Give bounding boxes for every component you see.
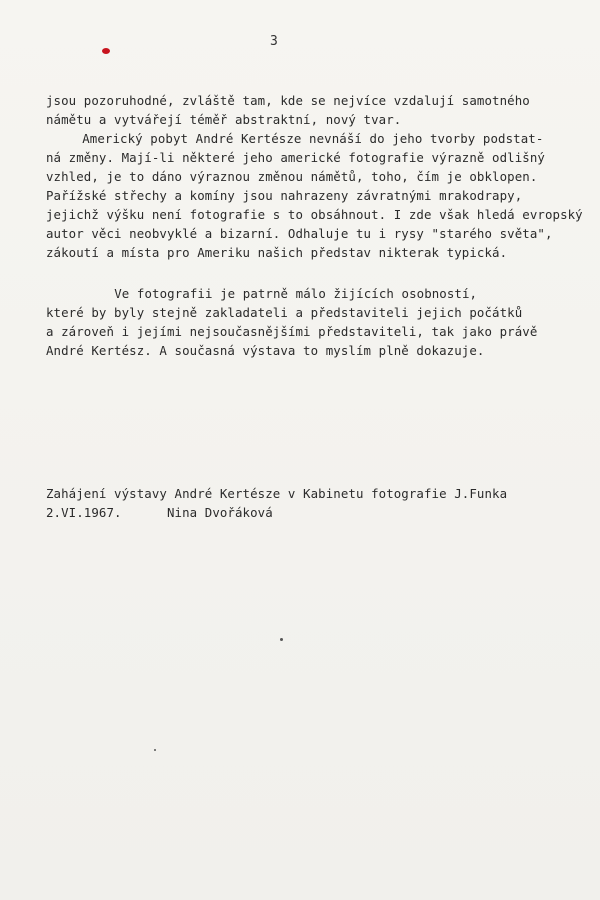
text-line: Americký pobyt André Kertésze nevnáší do jeho tvorby podstat- [52, 131, 544, 146]
text-line: autor věci neobvyklé a bizarní. Odhaluje tu i rysy "starého světa", [46, 226, 553, 241]
paper-speck [154, 749, 156, 751]
text-line: ná změny. Mají-li některé jeho americké fotografie výrazně odlišný [46, 150, 545, 165]
text-line: které by byly stejně zakladateli a představiteli jejich počátků [46, 305, 523, 320]
text-line: zákoutí a místa pro Ameriku našich představ nikterak typická. [46, 245, 508, 260]
text-line: André Kertész. A současná výstava to myslím plně dokazuje. [46, 343, 485, 358]
text-line: vzhled, je to dáno výraznou změnou námětů, toho, čím je obklopen. [46, 169, 538, 184]
page-number: 3 [270, 34, 278, 49]
text-line: Pařížské střechy a komíny jsou nahrazeny závratnými mrakodrapy, [46, 188, 523, 203]
text-line: námětu a vytvářejí téměř abstraktní, nový tvar. [46, 112, 402, 127]
text-line: a zároveň i jejími nejsoučasnějšími představiteli, tak jako právě [46, 324, 538, 339]
text-line: jsou pozoruhodné, zvláště tam, kde se nejvíce vzdalují samotného [46, 93, 530, 108]
text-line: Ve fotografii je patrně málo žijících osobností, [84, 286, 478, 301]
text-line: jejichž výšku není fotografie s to obsáhnout. I zde však hledá evropský [46, 207, 583, 222]
paper-speck [280, 638, 283, 641]
event-caption: Zahájení výstavy André Kertésze v Kabinetu fotografie J.Funka [46, 486, 508, 501]
red-ink-mark [102, 48, 110, 54]
date-and-author: 2.VI.1967. Nina Dvořáková [46, 505, 273, 520]
